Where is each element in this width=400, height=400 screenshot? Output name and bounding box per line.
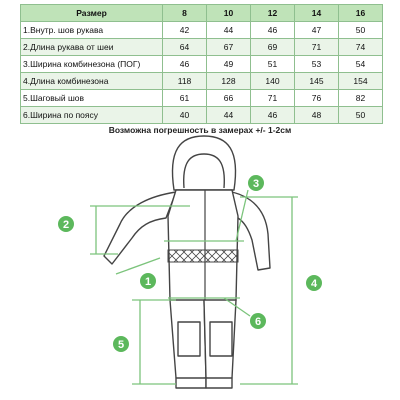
row-label: 2.Длина рукава от шеи [21, 39, 163, 56]
marker-6 [250, 313, 266, 329]
row-label: 1.Внутр. шов рукава [21, 22, 163, 39]
table-cell: 44 [207, 22, 251, 39]
table-cell: 46 [251, 107, 295, 124]
table-cell: 66 [207, 90, 251, 107]
svg-text:1: 1 [144, 276, 152, 288]
marker-2 [58, 216, 74, 232]
svg-text:2: 2 [62, 219, 70, 231]
table-cell: 61 [163, 90, 207, 107]
table-cell: 71 [295, 39, 339, 56]
table-cell: 48 [295, 107, 339, 124]
table-cell: 54 [339, 56, 383, 73]
table-cell: 51 [251, 56, 295, 73]
table-cell: 46 [251, 22, 295, 39]
row-label: 3.Ширина комбинезона (ПОГ) [21, 56, 163, 73]
svg-text:4: 4 [310, 278, 318, 290]
table-cell: 64 [163, 39, 207, 56]
table-cell: 42 [163, 22, 207, 39]
marker-5 [113, 336, 129, 352]
table-cell: 118 [163, 73, 207, 90]
waist-band [168, 250, 238, 262]
marker-4 [306, 275, 322, 291]
header-size-label: Размер [21, 5, 163, 22]
row-label: 6.Ширина по поясу [21, 107, 163, 124]
table-cell: 76 [295, 90, 339, 107]
table-cell: 46 [163, 56, 207, 73]
table-cell: 44 [207, 107, 251, 124]
table-cell: 67 [207, 39, 251, 56]
svg-text:6: 6 [254, 316, 262, 328]
table-cell: 128 [207, 73, 251, 90]
table-cell: 50 [339, 107, 383, 124]
measurement-note: Возможна погрешность в замерах +/- 1-2см [108, 125, 292, 135]
table-cell: 50 [339, 22, 383, 39]
table-cell: 47 [295, 22, 339, 39]
table-cell: 82 [339, 90, 383, 107]
table-cell: 49 [207, 56, 251, 73]
table-cell: 71 [251, 90, 295, 107]
header-size-10: 10 [207, 5, 251, 22]
table-cell: 154 [339, 73, 383, 90]
header-size-14: 14 [295, 5, 339, 22]
table-cell: 74 [339, 39, 383, 56]
table-cell: 145 [295, 73, 339, 90]
table-cell: 53 [295, 56, 339, 73]
svg-text:3: 3 [252, 178, 260, 190]
row-label: 4.Длина комбинезона [21, 73, 163, 90]
row-label: 5.Шаговый шов [21, 90, 163, 107]
header-size-12: 12 [251, 5, 295, 22]
header-size-8: 8 [163, 5, 207, 22]
svg-text:5: 5 [117, 339, 125, 351]
table-cell: 140 [251, 73, 295, 90]
marker-3 [248, 175, 264, 191]
marker-1 [140, 273, 156, 289]
table-cell: 69 [251, 39, 295, 56]
header-size-16: 16 [339, 5, 383, 22]
table-cell: 40 [163, 107, 207, 124]
